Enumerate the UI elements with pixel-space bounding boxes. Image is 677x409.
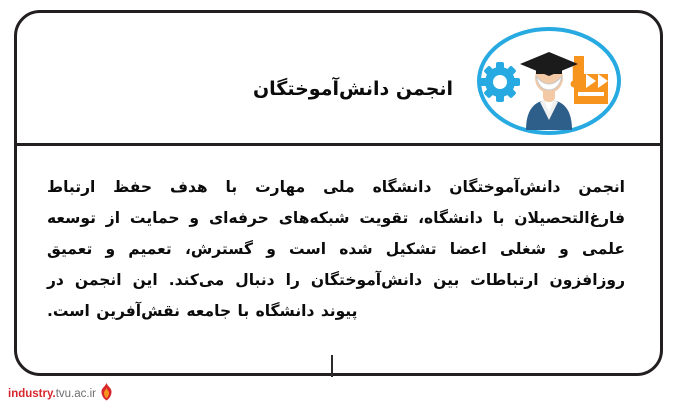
header-divider	[14, 143, 663, 146]
graduate-student-icon	[474, 26, 624, 136]
footer-url-highlight: industry.	[8, 388, 56, 400]
card-header	[14, 10, 663, 130]
tvu-flame-logo	[99, 383, 114, 401]
text-caret	[331, 355, 333, 377]
footer-url[interactable]	[8, 388, 96, 401]
page-title: انجمن دانش‌آموختگان	[252, 78, 454, 100]
footer-url-rest: tvu.ac.ir	[55, 388, 96, 400]
footer	[8, 383, 114, 401]
body-paragraph: انجمن دانش‌آموختگان دانشگاه ملی مهارت با هدف حفظ ارتباط فارغ‌التحصیلان با دانشگاه، تقویت شبکه‌های حرفه‌ای و حمایت از توسعه علمی و شغلی اعضا تشکیل شده است و گسترش، تعمیم و تعمیق روزافزون ارتباطات بین دانش‌آموختگان را دنبال می‌کند. این انجمن در پیوند دانشگاه با جامعه نقش‌آفرین است.	[47, 178, 625, 320]
